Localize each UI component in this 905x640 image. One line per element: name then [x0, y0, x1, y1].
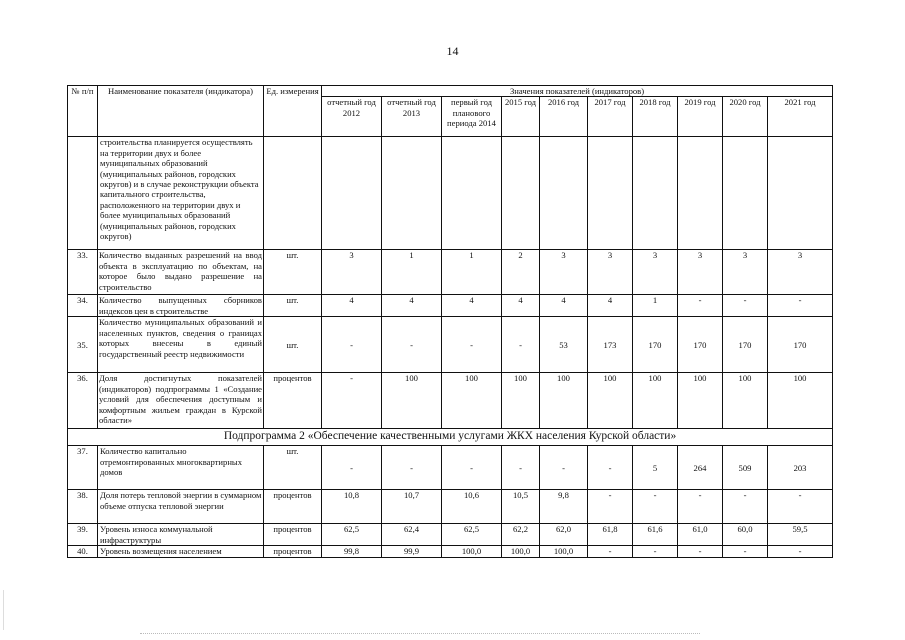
row-number: 40.	[68, 546, 98, 557]
value-cell: 4	[588, 295, 633, 317]
header-year: первый год планового периода 2014	[442, 97, 502, 137]
table-row	[68, 295, 833, 317]
value-cell: 203	[768, 446, 833, 490]
value-cell: -	[588, 546, 633, 557]
indicator-unit: шт.	[264, 446, 322, 490]
indicators-table	[67, 85, 833, 558]
value-cell: -	[322, 317, 382, 373]
value-cell: 173	[588, 317, 633, 373]
header-year: 2015 год	[502, 97, 540, 137]
value-cell	[382, 137, 442, 250]
value-cell: 3	[678, 250, 723, 295]
value-cell: -	[540, 446, 588, 490]
value-cell: 60,0	[723, 524, 768, 546]
subprogram-row	[68, 429, 833, 446]
indicator-name: Количество муниципальных образований и населенных пунктов, сведения о границах которых внесены в единый государственный реестр недвижимости	[98, 317, 264, 373]
value-cell	[322, 137, 382, 250]
value-cell: 100	[442, 373, 502, 429]
indicator-unit: шт.	[264, 295, 322, 317]
indicator-unit: шт.	[264, 317, 322, 373]
header-indicator-name: Наименование показателя (индикатора)	[98, 86, 264, 137]
value-cell: -	[768, 490, 833, 524]
value-cell	[633, 137, 678, 250]
value-cell: 9,8	[540, 490, 588, 524]
indicator-unit: шт.	[264, 250, 322, 295]
value-cell: 4	[322, 295, 382, 317]
value-cell: 100	[633, 373, 678, 429]
value-cell: 10,6	[442, 490, 502, 524]
indicator-name: Количество выпущенных сборников индексов цен в строительстве	[99, 295, 262, 316]
header-year: 2020 год	[723, 97, 768, 137]
header-number: № п/п	[68, 86, 98, 137]
indicator-name: Доля достигнутых показателей (индикаторов) подпрограммы 1 «Создание условий для обеспечения доступным и комфортным жильем граждан в Курской области»	[98, 373, 264, 429]
header-year: отчетный год 2012	[322, 97, 382, 137]
table-row	[68, 524, 833, 546]
value-cell: 61,6	[633, 524, 678, 546]
value-cell: 3	[588, 250, 633, 295]
table-row	[68, 490, 833, 524]
value-cell: 4	[442, 295, 502, 317]
value-cell: 100	[678, 373, 723, 429]
value-cell: 100	[768, 373, 833, 429]
value-cell: 100	[382, 373, 442, 429]
header-year: отчетный год 2013	[382, 97, 442, 137]
value-cell: 100,0	[442, 546, 502, 557]
value-cell: 4	[382, 295, 442, 317]
value-cell: -	[633, 490, 678, 524]
table-row	[68, 446, 833, 490]
value-cell: 170	[678, 317, 723, 373]
value-cell: -	[678, 295, 723, 317]
indicator-unit: процентов	[264, 546, 322, 557]
value-cell: 61,8	[588, 524, 633, 546]
value-cell: 509	[723, 446, 768, 490]
value-cell: 100	[540, 373, 588, 429]
value-cell: -	[678, 546, 723, 557]
value-cell: 264	[678, 446, 723, 490]
value-cell: -	[382, 446, 442, 490]
value-cell: 1	[633, 295, 678, 317]
value-cell: -	[502, 317, 540, 373]
indicator-unit: процентов	[264, 373, 322, 429]
value-cell: 4	[540, 295, 588, 317]
value-cell: -	[678, 490, 723, 524]
table-row	[68, 373, 833, 429]
header-year: 2019 год	[678, 97, 723, 137]
value-cell: 100	[502, 373, 540, 429]
value-cell: 10,5	[502, 490, 540, 524]
value-cell	[768, 137, 833, 250]
value-cell: -	[322, 373, 382, 429]
header-year: 2018 год	[633, 97, 678, 137]
value-cell: 100,0	[540, 546, 588, 557]
value-cell: 53	[540, 317, 588, 373]
value-cell: -	[633, 546, 678, 557]
table-row	[68, 250, 833, 295]
row-number: 34.	[68, 295, 98, 317]
value-cell: 62,4	[382, 524, 442, 546]
indicator-unit: процентов	[264, 490, 322, 524]
indicator-name: Количество капитально отремонтированных многоквартирных домов	[98, 446, 264, 490]
value-cell: -	[502, 446, 540, 490]
value-cell: -	[723, 295, 768, 317]
scan-artifact-line	[140, 633, 700, 635]
value-cell: -	[768, 546, 833, 557]
value-cell: -	[442, 317, 502, 373]
value-cell: -	[723, 546, 768, 557]
value-cell: 170	[633, 317, 678, 373]
indicator-name: строительства планируется осуществлять на территории двух и более муниципальных образований (муниципальных районов, городских округов) и в случае реконструкции объекта капитального строительства, расположенного на территории двух и более муниципальных образований (муниципальных районов, городских округов)	[98, 137, 264, 250]
value-cell: -	[768, 295, 833, 317]
value-cell: 1	[382, 250, 442, 295]
table-row	[68, 317, 833, 373]
row-number: 37.	[68, 446, 98, 490]
scan-edge-mark	[3, 590, 10, 630]
indicator-name: Количество выданных разрешений на ввод объекта в эксплуатацию по объектам, на которое было выдано разрешение на строительство	[98, 250, 264, 295]
row-number: 39.	[68, 524, 98, 546]
subprogram-title: Подпрограмма 2 «Обеспечение качественными услугами ЖКХ населения Курской области»	[68, 429, 833, 446]
value-cell: 62,5	[442, 524, 502, 546]
header-row-top	[68, 86, 833, 97]
row-number: 35.	[68, 317, 98, 373]
value-cell	[588, 137, 633, 250]
value-cell: 62,0	[540, 524, 588, 546]
value-cell: 99,8	[322, 546, 382, 557]
value-cell: 3	[768, 250, 833, 295]
value-cell: 99,9	[382, 546, 442, 557]
row-number: 33.	[68, 250, 98, 295]
value-cell: 100,0	[502, 546, 540, 557]
value-cell: -	[723, 490, 768, 524]
value-cell: 10,7	[382, 490, 442, 524]
page-number: 14	[446, 44, 459, 58]
value-cell: -	[322, 446, 382, 490]
value-cell: -	[588, 490, 633, 524]
value-cell	[678, 137, 723, 250]
indicator-name: Уровень возмещения населением	[98, 546, 264, 557]
header-year: 2016 год	[540, 97, 588, 137]
value-cell: 170	[768, 317, 833, 373]
header-values: Значения показателей (индикаторов)	[322, 86, 833, 97]
value-cell: 170	[723, 317, 768, 373]
row-number	[68, 137, 98, 250]
value-cell: -	[382, 317, 442, 373]
table-row	[68, 546, 833, 557]
row-number: 36.	[68, 373, 98, 429]
value-cell: 10,8	[322, 490, 382, 524]
indicator-name: Уровень износа коммунальной инфраструктуры	[98, 524, 264, 546]
value-cell: 3	[723, 250, 768, 295]
header-year: 2021 год	[768, 97, 833, 137]
value-cell	[442, 137, 502, 250]
value-cell: 4	[502, 295, 540, 317]
indicator-unit: процентов	[264, 524, 322, 546]
value-cell: 100	[723, 373, 768, 429]
value-cell: 3	[322, 250, 382, 295]
value-cell: 100	[588, 373, 633, 429]
value-cell: 62,2	[502, 524, 540, 546]
value-cell: -	[442, 446, 502, 490]
row-number: 38.	[68, 490, 98, 524]
header-unit: Ед. измерения	[264, 86, 322, 137]
value-cell: 5	[633, 446, 678, 490]
value-cell: -	[588, 446, 633, 490]
value-cell: 1	[442, 250, 502, 295]
value-cell	[502, 137, 540, 250]
value-cell: 62,5	[322, 524, 382, 546]
indicator-name: Доля потерь тепловой энергии в суммарном объеме отпуска тепловой энергии	[98, 490, 264, 524]
table-row	[68, 137, 833, 250]
value-cell	[540, 137, 588, 250]
value-cell: 3	[540, 250, 588, 295]
value-cell: 61,0	[678, 524, 723, 546]
indicator-unit	[264, 137, 322, 250]
header-year: 2017 год	[588, 97, 633, 137]
value-cell	[723, 137, 768, 250]
value-cell: 3	[633, 250, 678, 295]
value-cell: 2	[502, 250, 540, 295]
value-cell: 59,5	[768, 524, 833, 546]
